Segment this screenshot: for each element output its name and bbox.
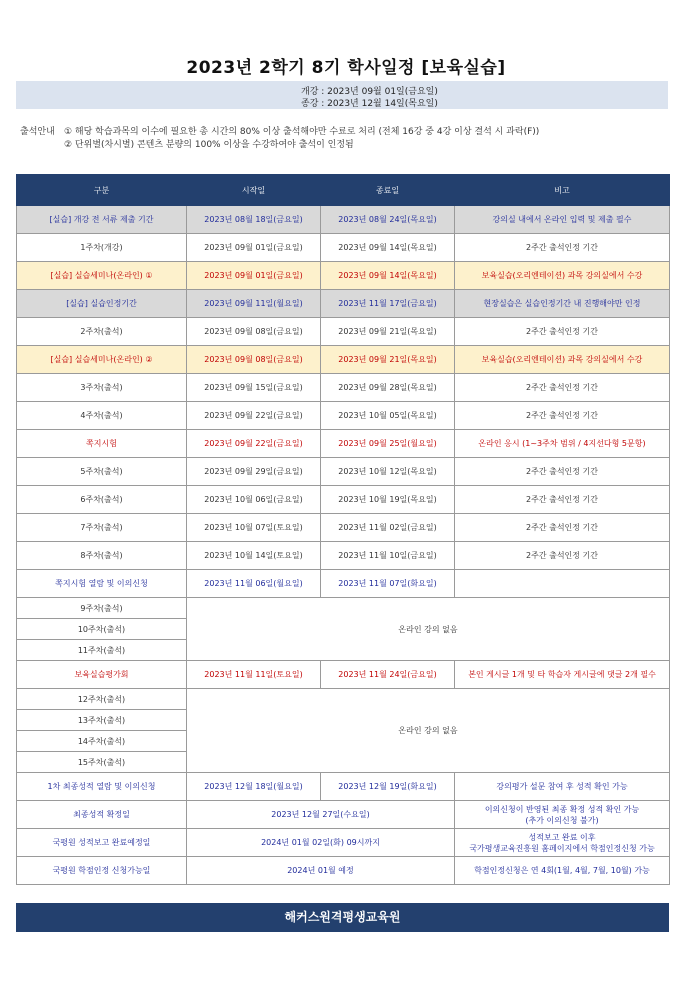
- row-remarks: 2주간 출석인정 기간: [455, 374, 670, 402]
- row-end: 2023년 09월 21일(목요일): [321, 318, 455, 346]
- row-category: [실습] 실습세미나(온라인) ①: [17, 262, 187, 290]
- table-row: [17, 290, 670, 318]
- row-category: 7주차(출석): [17, 514, 187, 542]
- row-start: 2023년 09월 15일(금요일): [187, 374, 321, 402]
- row-remarks: 2주간 출석인정 기간: [455, 458, 670, 486]
- row-start: 2023년 09월 22일(금요일): [187, 430, 321, 458]
- row-category: 13주차(출석): [17, 710, 187, 731]
- row-start: 2023년 09월 22일(금요일): [187, 402, 321, 430]
- row-end: 2023년 09월 21일(목요일): [321, 346, 455, 374]
- row-remarks: 현장실습은 실습인정기간 내 진행해야만 인정: [455, 290, 670, 318]
- table-row: [17, 206, 670, 234]
- row-category: 1차 최종성적 열람 및 이의신청: [17, 773, 187, 801]
- row-start: 2023년 09월 01일(금요일): [187, 262, 321, 290]
- table-row: [17, 234, 670, 262]
- table-row: [17, 661, 670, 689]
- institution-footer: 해커스원격평생교육원: [16, 903, 669, 932]
- row-end: 2023년 09월 28일(목요일): [321, 374, 455, 402]
- header-remarks: 비고: [455, 175, 670, 206]
- table-row: [17, 402, 670, 430]
- row-start: 2023년 11월 11일(토요일): [187, 661, 321, 689]
- table-row: [17, 598, 670, 619]
- table-row: [17, 801, 670, 829]
- attendance-rule-1: ① 해당 학습과목의 이수에 필요한 총 시간의 80% 이상 출석해야만 수료로 처리 (전체 16강 중 4강 이상 결석 시 과락(F)): [64, 127, 540, 137]
- row-end: 2023년 11월 07일(화요일): [321, 570, 455, 598]
- header-start: 시작일: [187, 175, 321, 206]
- table-row: [17, 486, 670, 514]
- row-end: 2023년 11월 10일(금요일): [321, 542, 455, 570]
- remarks-line-2: (추가 이의신청 불가): [525, 815, 599, 825]
- row-category: 6주차(출석): [17, 486, 187, 514]
- row-category: 3주차(출석): [17, 374, 187, 402]
- row-category: 국평원 학점인정 신청가능일: [17, 857, 187, 885]
- row-remarks: 2주간 출석인정 기간: [455, 234, 670, 262]
- row-remarks: 2주간 출석인정 기간: [455, 318, 670, 346]
- open-date: 개강 : 2023년 09월 01일(금요일): [301, 87, 438, 97]
- header-end: 종료일: [321, 175, 455, 206]
- row-remarks: 2주간 출석인정 기간: [455, 402, 670, 430]
- row-start: 2023년 08월 18일(금요일): [187, 206, 321, 234]
- attendance-label: 출석안내: [20, 127, 55, 137]
- row-remarks: 2주간 출석인정 기간: [455, 486, 670, 514]
- row-end: 2023년 11월 17일(금요일): [321, 290, 455, 318]
- remarks-line-1: 성적보고 완료 이후: [528, 832, 596, 842]
- row-remarks: 본인 게시글 1개 및 타 학습자 게시글에 댓글 2개 필수: [455, 661, 670, 689]
- semester-period: [16, 81, 668, 109]
- table-row: [17, 458, 670, 486]
- table-row: [17, 829, 670, 857]
- row-end: 2023년 09월 25일(월요일): [321, 430, 455, 458]
- row-category: 1주차(개강): [17, 234, 187, 262]
- table-row: [17, 689, 670, 710]
- close-date: 종강 : 2023년 12월 14일(목요일): [301, 99, 438, 109]
- table-row: [17, 318, 670, 346]
- row-date: 2024년 01월 예정: [187, 857, 455, 885]
- remarks-line-1: 이의신청이 반영된 최종 확정 성적 확인 가능: [484, 804, 640, 814]
- row-start: 2023년 10월 14일(토요일): [187, 542, 321, 570]
- row-start: 2023년 09월 08일(금요일): [187, 318, 321, 346]
- row-remarks: 강의평가 설문 참여 후 성적 확인 가능: [455, 773, 670, 801]
- row-category: 15주차(출석): [17, 752, 187, 773]
- page-title: 2023년 2학기 8기 학사일정 [보육실습]: [186, 58, 506, 78]
- row-remarks: [455, 570, 670, 598]
- row-date: 2023년 12월 27일(수요일): [187, 801, 455, 829]
- remarks-line-2: 국가평생교육진흥원 홈페이지에서 학점인정신청 가능: [469, 843, 655, 853]
- row-category: [실습] 실습세미나(온라인) ②: [17, 346, 187, 374]
- row-remarks: [455, 829, 670, 857]
- row-category: 2주차(출석): [17, 318, 187, 346]
- row-category: 최종성적 확정일: [17, 801, 187, 829]
- table-row: [17, 542, 670, 570]
- table-row: [17, 374, 670, 402]
- row-start: 2023년 09월 08일(금요일): [187, 346, 321, 374]
- no-lecture-note: 온라인 강의 없음: [187, 689, 670, 773]
- row-category: 쪽지시험: [17, 430, 187, 458]
- row-category: 10주차(출석): [17, 619, 187, 640]
- row-category: 5주차(출석): [17, 458, 187, 486]
- table-row: [17, 570, 670, 598]
- row-end: 2023년 12월 19일(화요일): [321, 773, 455, 801]
- row-end: 2023년 10월 05일(목요일): [321, 402, 455, 430]
- row-remarks: 보육실습(오리엔테이션) 과목 강의실에서 수강: [455, 346, 670, 374]
- row-end: 2023년 09월 14일(목요일): [321, 262, 455, 290]
- row-start: 2023년 09월 29일(금요일): [187, 458, 321, 486]
- row-remarks: 강의실 내에서 온라인 입력 및 제출 필수: [455, 206, 670, 234]
- table-header: [17, 175, 670, 206]
- row-category: 보육실습평가회: [17, 661, 187, 689]
- row-category: [실습] 실습인정기간: [17, 290, 187, 318]
- table-row: [17, 514, 670, 542]
- attendance-rule-2: ② 단위별(차시별) 콘텐츠 분량의 100% 이상을 수강하여야 출석이 인정됨: [64, 140, 354, 150]
- row-start: 2023년 12월 18일(월요일): [187, 773, 321, 801]
- row-remarks: [455, 801, 670, 829]
- row-end: 2023년 10월 12일(목요일): [321, 458, 455, 486]
- row-remarks: 보육실습(오리엔테이션) 과목 강의실에서 수강: [455, 262, 670, 290]
- row-start: 2023년 09월 11일(월요일): [187, 290, 321, 318]
- row-end: 2023년 11월 24일(금요일): [321, 661, 455, 689]
- schedule-table: [16, 174, 670, 885]
- table-row: [17, 430, 670, 458]
- row-category: 12주차(출석): [17, 689, 187, 710]
- row-remarks: 온라인 응시 (1~3주차 범위 / 4지선다형 5문항): [455, 430, 670, 458]
- row-category: 9주차(출석): [17, 598, 187, 619]
- table-row: [17, 346, 670, 374]
- row-remarks: 2주간 출석인정 기간: [455, 514, 670, 542]
- row-end: 2023년 10월 19일(목요일): [321, 486, 455, 514]
- table-row: [17, 773, 670, 801]
- row-category: 8주차(출석): [17, 542, 187, 570]
- row-start: 2023년 10월 07일(토요일): [187, 514, 321, 542]
- row-remarks: 학점인정신청은 연 4회(1월, 4월, 7월, 10월) 가능: [455, 857, 670, 885]
- row-category: 국평원 성적보고 완료예정일: [17, 829, 187, 857]
- row-category: 4주차(출석): [17, 402, 187, 430]
- row-category: 14주차(출석): [17, 731, 187, 752]
- row-date: 2024년 01월 02일(화) 09시까지: [187, 829, 455, 857]
- row-category: 11주차(출석): [17, 640, 187, 661]
- table-row: [17, 857, 670, 885]
- table-row: [17, 262, 670, 290]
- row-end: 2023년 09월 14일(목요일): [321, 234, 455, 262]
- row-category: [실습] 개강 전 서류 제출 기간: [17, 206, 187, 234]
- row-start: 2023년 11월 06일(월요일): [187, 570, 321, 598]
- row-category: 쪽지시험 열람 및 이의신청: [17, 570, 187, 598]
- row-start: 2023년 10월 06일(금요일): [187, 486, 321, 514]
- row-end: 2023년 11월 02일(금요일): [321, 514, 455, 542]
- no-lecture-note: 온라인 강의 없음: [187, 598, 670, 661]
- row-end: 2023년 08월 24일(목요일): [321, 206, 455, 234]
- header-category: 구분: [17, 175, 187, 206]
- row-start: 2023년 09월 01일(금요일): [187, 234, 321, 262]
- row-remarks: 2주간 출석인정 기간: [455, 542, 670, 570]
